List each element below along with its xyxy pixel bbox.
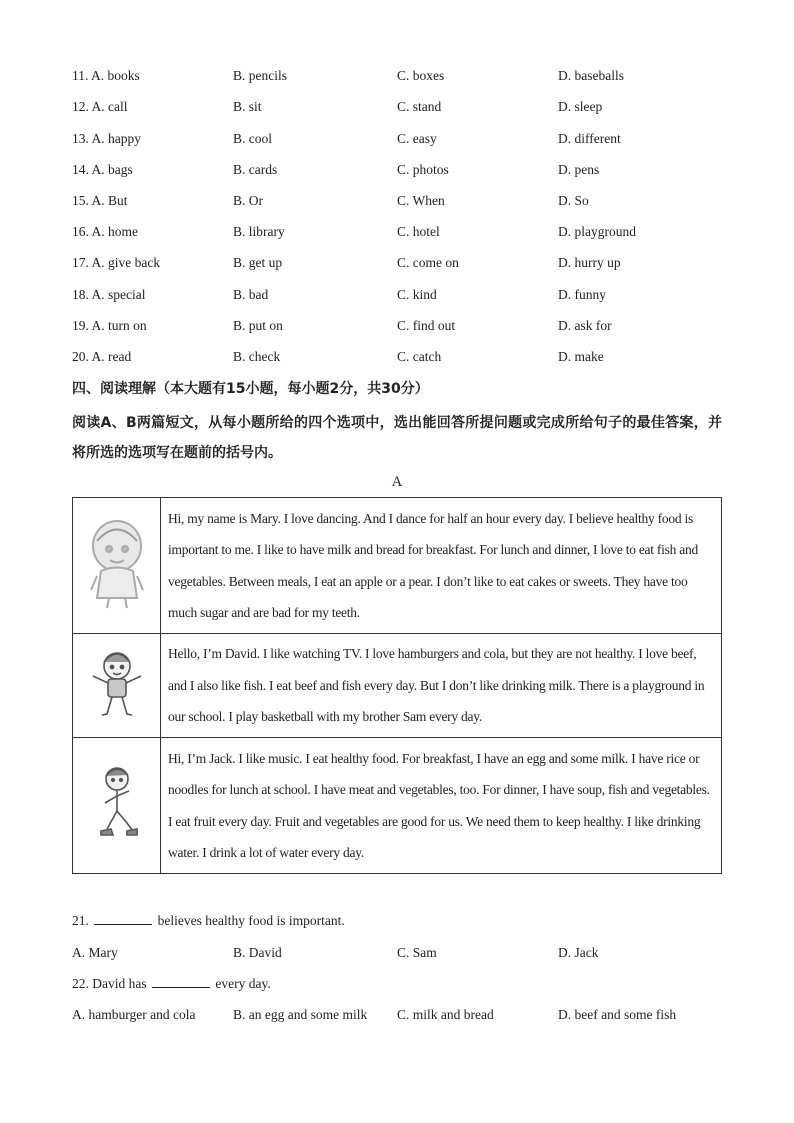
portrait-cell xyxy=(73,634,161,738)
option-c: C. When xyxy=(397,193,445,208)
option-b: B. check xyxy=(233,349,281,364)
option-b: B. bad xyxy=(233,287,269,302)
option-d: D. funny xyxy=(558,287,606,302)
option-a: 17. A. give back xyxy=(72,255,161,270)
option-c: C. photos xyxy=(397,162,449,177)
option-d: D. beef and some fish xyxy=(558,1007,677,1022)
passage-row-mary xyxy=(73,498,722,634)
option-c: C. Sam xyxy=(397,945,437,960)
option-a: 15. A. But xyxy=(72,193,128,208)
option-a: 13. A. happy xyxy=(72,131,141,146)
option-d: D. different xyxy=(558,131,621,146)
option-d: D. So xyxy=(558,193,589,208)
option-b: B. sit xyxy=(233,99,262,114)
option-d: D. make xyxy=(558,349,604,364)
cloze-row-17 xyxy=(72,253,732,273)
option-c: C. milk and bread xyxy=(397,1007,494,1022)
option-c: C. hotel xyxy=(397,224,440,239)
question-text: 22. David has xyxy=(72,976,147,991)
question-22 xyxy=(72,974,271,994)
passage-text: Hello, I’m David. I like watching TV. I love hamburgers and cola, but they are not healthy. I love beef, and I also like fish. I eat beef and fish every day. But I don’t like drinking milk. There is a playground in our school. I play basketball with my brother Sam every day. xyxy=(161,634,722,738)
question-text: believes healthy food is important. xyxy=(157,913,345,928)
option-b: B. get up xyxy=(233,255,283,270)
portrait-cell xyxy=(73,738,161,874)
option-b: B. David xyxy=(233,945,282,960)
option-d: D. hurry up xyxy=(558,255,621,270)
passage-table xyxy=(72,497,722,874)
answer-blank xyxy=(94,911,152,925)
option-c: C. boxes xyxy=(397,68,445,83)
option-a: 20. A. read xyxy=(72,349,132,364)
boy-cartoon-icon xyxy=(85,648,149,720)
option-c: C. kind xyxy=(397,287,437,302)
option-b: B. cards xyxy=(233,162,278,177)
cloze-row-15 xyxy=(72,191,732,211)
cloze-row-20 xyxy=(72,347,732,367)
section-instructions: 阅读A、B两篇短文，从每小题所给的四个选项中，选出能回答所提问题或完成所给句子的最佳答案，并将所选的选项写在题前的括号内。 xyxy=(72,415,722,461)
cloze-row-12 xyxy=(72,97,732,117)
option-a: 11. A. books xyxy=(72,68,140,83)
option-b: B. Or xyxy=(233,193,263,208)
option-a: A. hamburger and cola xyxy=(72,1007,196,1022)
option-b: B. an egg and some milk xyxy=(233,1007,368,1022)
cloze-row-18 xyxy=(72,285,732,305)
cloze-row-14 xyxy=(72,160,732,180)
cloze-row-16 xyxy=(72,222,732,242)
section-title: 四、阅读理解（本大题有15小题，每小题2分，共30分） xyxy=(72,381,429,397)
option-b: B. put on xyxy=(233,318,283,333)
passage-text: Hi, my name is Mary. I love dancing. And I dance for half an hour every day. I believe healthy food is important to me. I like to have milk and bread for breakfast. For lunch and dinner, I love to eat fish and vegetables. Between meals, I eat an apple or a pear. I don’t like to eat cakes or sweets. They have too much sugar and are bad for my teeth. xyxy=(161,498,722,634)
option-b: B. library xyxy=(233,224,285,239)
passage-text: Hi, I’m Jack. I like music. I eat healthy food. For breakfast, I have an egg and some milk. I have rice or noodles for lunch at school. I have meat and vegetables, too. For dinner, I have soup, fish and vegetables. I eat fruit every day. Fruit and vegetables are good for us. We need them to keep healthy. I like drinking water. I drink a lot of water every day. xyxy=(161,738,722,874)
answer-blank xyxy=(152,974,210,988)
option-b: B. cool xyxy=(233,131,272,146)
cloze-row-13 xyxy=(72,129,732,149)
option-d: D. Jack xyxy=(558,945,599,960)
cloze-row-11 xyxy=(72,66,732,86)
question-text: every day. xyxy=(215,976,271,991)
option-a: 19. A. turn on xyxy=(72,318,147,333)
option-c: C. easy xyxy=(397,131,437,146)
passage-row-jack xyxy=(73,738,722,874)
running-boy-icon xyxy=(91,763,143,845)
passage-row-david xyxy=(73,634,722,738)
option-a: 18. A. special xyxy=(72,287,146,302)
girl-cartoon-icon xyxy=(87,516,147,611)
portrait-cell xyxy=(73,498,161,634)
option-d: D. playground xyxy=(558,224,636,239)
option-d: D. pens xyxy=(558,162,600,177)
option-c: C. find out xyxy=(397,318,456,333)
question-21-options xyxy=(72,943,732,963)
question-22-options xyxy=(72,1005,732,1025)
option-b: B. pencils xyxy=(233,68,287,83)
option-a: 16. A. home xyxy=(72,224,138,239)
option-d: D. baseballs xyxy=(558,68,624,83)
cloze-row-19 xyxy=(72,316,732,336)
question-21 xyxy=(72,911,345,931)
option-c: C. catch xyxy=(397,349,442,364)
option-d: D. sleep xyxy=(558,99,603,114)
option-a: A. Mary xyxy=(72,945,118,960)
option-a: 12. A. call xyxy=(72,99,128,114)
option-c: C. come on xyxy=(397,255,459,270)
question-number: 21. xyxy=(72,913,89,928)
passage-label: A xyxy=(391,474,403,490)
option-c: C. stand xyxy=(397,99,442,114)
option-a: 14. A. bags xyxy=(72,162,133,177)
option-d: D. ask for xyxy=(558,318,612,333)
